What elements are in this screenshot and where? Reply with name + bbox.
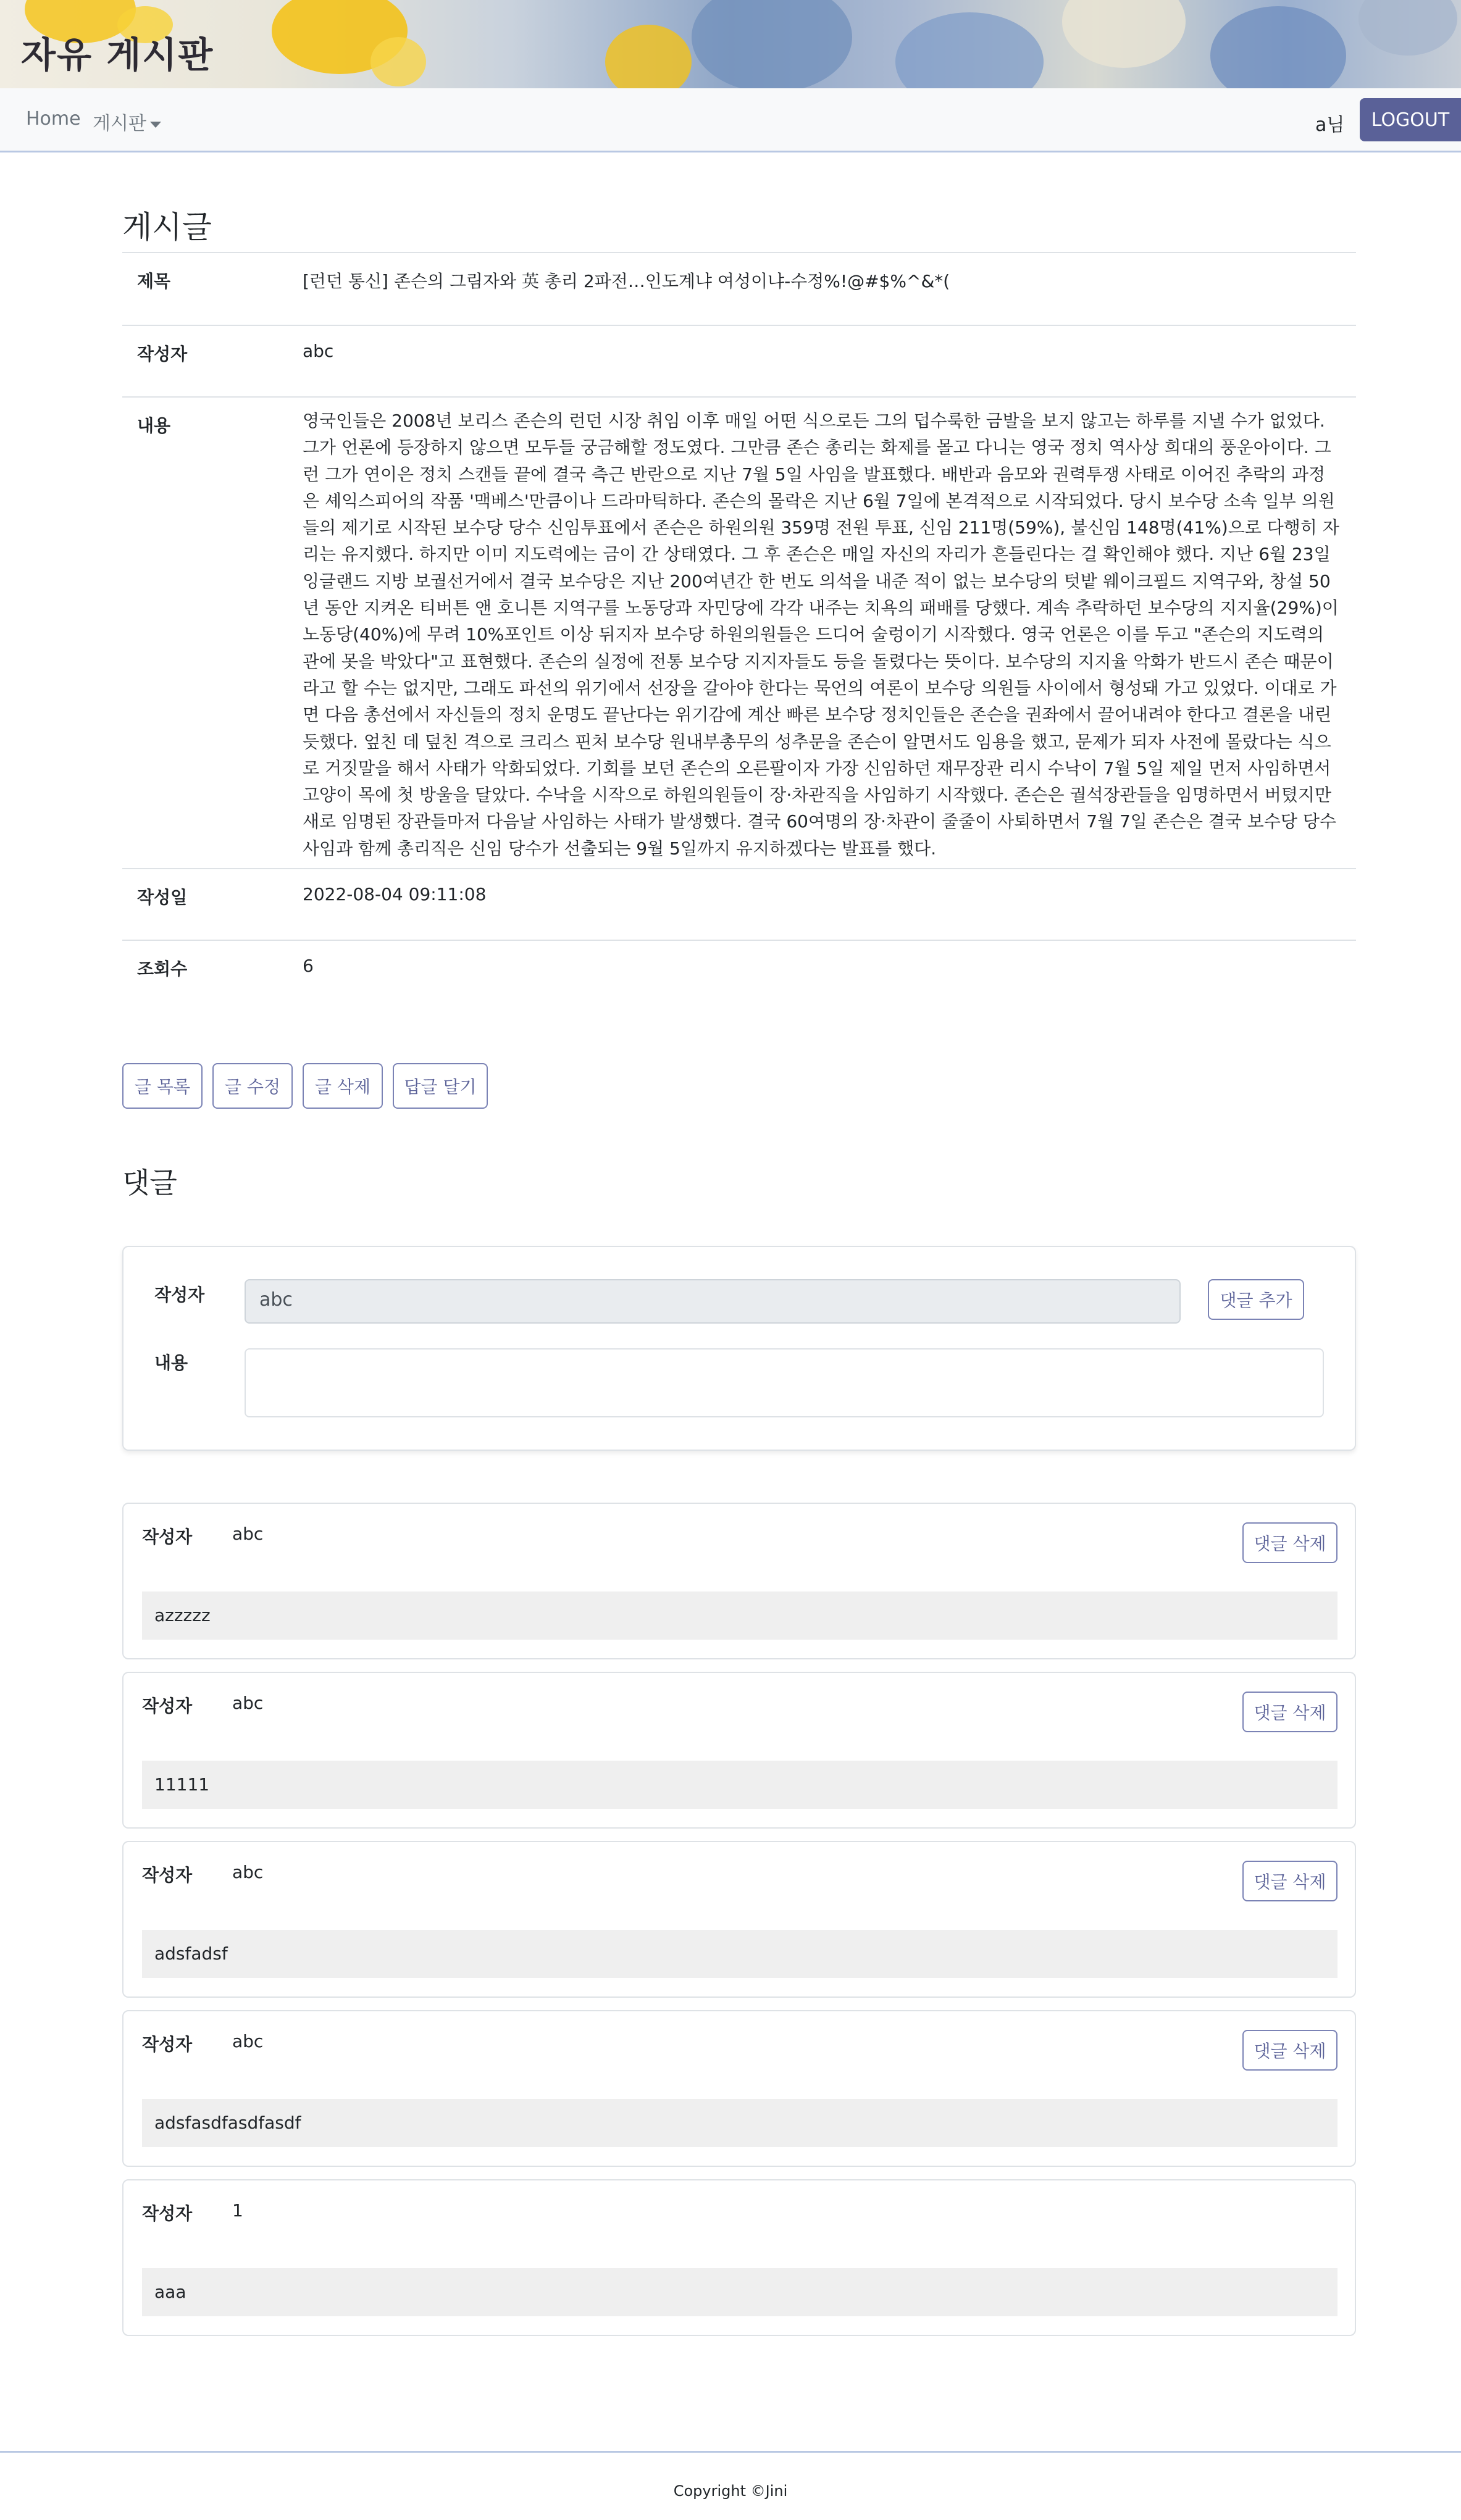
logout-button[interactable]: LOGOUT (1360, 98, 1461, 141)
nav-home-link[interactable]: Home (26, 108, 81, 130)
comment-item (122, 2179, 1356, 2336)
post-content: 영국인들은 2008년 보리스 존슨의 런던 시장 취임 이후 매일 어떤 식으로든 그의 덥수룩한 금발을 보지 않고는 하루를 지낼 수가 없었다. 그가 언론에 등장하지 않으면 모두들 궁금해할 정도였다. 그만큼 존슨 총리는 화제를 몰고 다니는 영국 정치 역사상 희대의 풍운아이다. 그런 그가 연이은 정치 스캔들 끝에 결국 측근 반란으로 지난 7월 5일 사임을 발표했다. 배반과 음모와 권력투쟁 사태로 이어진 추락의 과정은 셰익스피어의 작품 '맥베스'만큼이나 드라마틱하다. 존슨의 몰락은 지난 6월 7일에 본격적으로 시작되었다. 당시 보수당 소속 일부 의원들의 제기로 시작된 보수당 당수 신임투표에서 존슨은 하원의원 359명 전원 투표, 신임 211명(59%), 불신임 148명(41%)으로 다행히 자리는 유지했다. 하지만 이미 지도력에는 금이 간 상태였다. 그 후 존슨은 매일 자신의 자리가 흔들린다는 걸 확인해야 했다. 지난 6월 23일 잉글랜드 지방 보궐선거에서 결국 보수당은 지난 200여년간 한 번도 의석을 내준 적이 없는 보수당의 텃밭 웨이크필드 지역구와, 창설 50년 동안 지켜온 티버튼 앤 호니튼 지역구를 노동당과 자민당에 각각 내주는 치욕의 패배를 당했다. 계속 추락하던 보수당의 지지율(29%)이 노동당(40%)에 무려 10%포인트 이상 뒤지자 보수당 하원의원들은 드디어 술렁이기 시작했다. 영국 언론은 이를 두고 "존슨의 지도력의 관에 못을 박았다"고 표현했다. 존슨의 실정에 전통 보수당 지지자들도 등을 돌렸다는 뜻이다. 보수당의 지지율 악화가 반드시 존슨 때문이라고 할 수는 없지만, 그래도 파선의 위기에서 선장을 갈아야 한다는 묵언의 여론이 보수당 의원들 사이에서 형성돼 가고 있었다. 이대로 가면 다음 총선에서 자신들의 정치 운명도 끝난다는 위기감에 계산 빠른 보수당 정치인들은 존슨을 권좌에서 끌어내려야 한다고 결론을 내린 듯했다. 엎친 데 덮친 격으로 크리스 핀처 보수당 원내부총무의 성추문을 존슨이 알면서도 임용을 했고, 문제가 되자 사전에 몰랐다는 식으로 거짓말을 해서 사태가 악화되었다. 기회를 보던 존슨의 오른팔이자 가장 신임하던 재무장관 리시 수낙이 7월 5일 제일 먼저 사임하면서 고양이 목에 첫 방울을 달았다. 수낙을 시작으로 하원의원들이 장·차관직을 사임하기 시작했다. 존슨은 궐석장관들을 임명하면서 버텼지만 새로 임명된 장관들마저 다음날 사임하는 사태가 발생했다. 결국 60여명의 장·차관이 줄줄이 사퇴하면서 7월 7일 존슨은 결국 보수당 당수 사임과 함께 총리직은 신임 당수가 선출되는 9월 5일까지 유지하겠다는 발표를 했다. (303, 411, 1339, 859)
footer (0, 2451, 1461, 2520)
post-writer-row (122, 325, 1356, 396)
post-date: 2022-08-04 09:11:08 (303, 884, 487, 904)
delete-comment-button[interactable]: 댓글 삭제 (1242, 2030, 1338, 2071)
comment-item (122, 2010, 1356, 2167)
site-title[interactable]: 자유 게시판 (21, 34, 214, 76)
comment-writer-label: 작성자 (154, 1285, 205, 1305)
post-detail-table (122, 252, 1356, 1011)
post-heading: 게시글 (122, 209, 212, 245)
post-title: [런던 통신] 존슨의 그림자와 英 총리 2파전…인도계냐 여성이냐-수정%!@#$%^&*( (303, 271, 950, 291)
delete-comment-button[interactable]: 댓글 삭제 (1242, 1522, 1338, 1563)
comment-content: aaa (142, 2268, 1338, 2316)
footer-copyright: Copyright ©Jini (673, 2482, 788, 2500)
delete-button[interactable]: 글 삭제 (303, 1063, 383, 1109)
comment-writer-label: 작성자 (142, 1865, 193, 1885)
comment-content: 11111 (142, 1761, 1338, 1809)
comment-writer-input[interactable]: abc (245, 1279, 1181, 1324)
comment-content-input[interactable] (245, 1348, 1324, 1417)
comments-heading: 댓글 (122, 1166, 177, 1200)
comment-content-label: 내용 (154, 1353, 188, 1373)
post-date-row (122, 868, 1356, 940)
comment-writer: abc (232, 1693, 264, 1713)
post-writer-label: 작성자 (137, 344, 188, 364)
post-views-row (122, 940, 1356, 1011)
header-banner (0, 0, 1461, 88)
comment-item (122, 1672, 1356, 1829)
post-views: 6 (303, 956, 314, 976)
comment-item (122, 1503, 1356, 1659)
comment-writer-label: 작성자 (142, 2034, 193, 2055)
comment-writer: abc (232, 1524, 264, 1544)
caret-down-icon (150, 122, 161, 128)
comment-writer: abc (232, 2031, 264, 2051)
nav-user-name: a님 (1315, 114, 1345, 136)
post-action-buttons (122, 1063, 488, 1109)
post-title-label: 제목 (137, 271, 171, 291)
post-content-row (122, 396, 1356, 868)
delete-comment-button[interactable]: 댓글 삭제 (1242, 1861, 1338, 1901)
nav-board-dropdown[interactable] (93, 108, 161, 135)
comment-content: adsfadsf (142, 1930, 1338, 1978)
comment-writer: 1 (232, 2200, 243, 2221)
add-comment-button[interactable]: 댓글 추가 (1208, 1279, 1304, 1320)
comment-content: adsfasdfasdfasdf (142, 2099, 1338, 2147)
comment-form (122, 1246, 1356, 1451)
comment-writer: abc (232, 1862, 264, 1882)
reply-button[interactable]: 답글 달기 (393, 1063, 488, 1109)
navbar (0, 88, 1461, 152)
post-writer: abc (303, 341, 334, 361)
comment-content: azzzzz (142, 1592, 1338, 1640)
comment-writer-label: 작성자 (142, 2203, 193, 2224)
list-button[interactable]: 글 목록 (122, 1063, 203, 1109)
comment-item (122, 1841, 1356, 1998)
post-content-label: 내용 (137, 415, 171, 436)
delete-comment-button[interactable]: 댓글 삭제 (1242, 1692, 1338, 1732)
comment-writer-label: 작성자 (142, 1527, 193, 1547)
edit-button[interactable]: 글 수정 (212, 1063, 293, 1109)
comment-writer-label: 작성자 (142, 1696, 193, 1716)
nav-board-label: 게시판 (93, 113, 146, 135)
post-views-label: 조회수 (137, 959, 188, 979)
post-date-label: 작성일 (137, 887, 188, 907)
post-title-row (122, 252, 1356, 325)
